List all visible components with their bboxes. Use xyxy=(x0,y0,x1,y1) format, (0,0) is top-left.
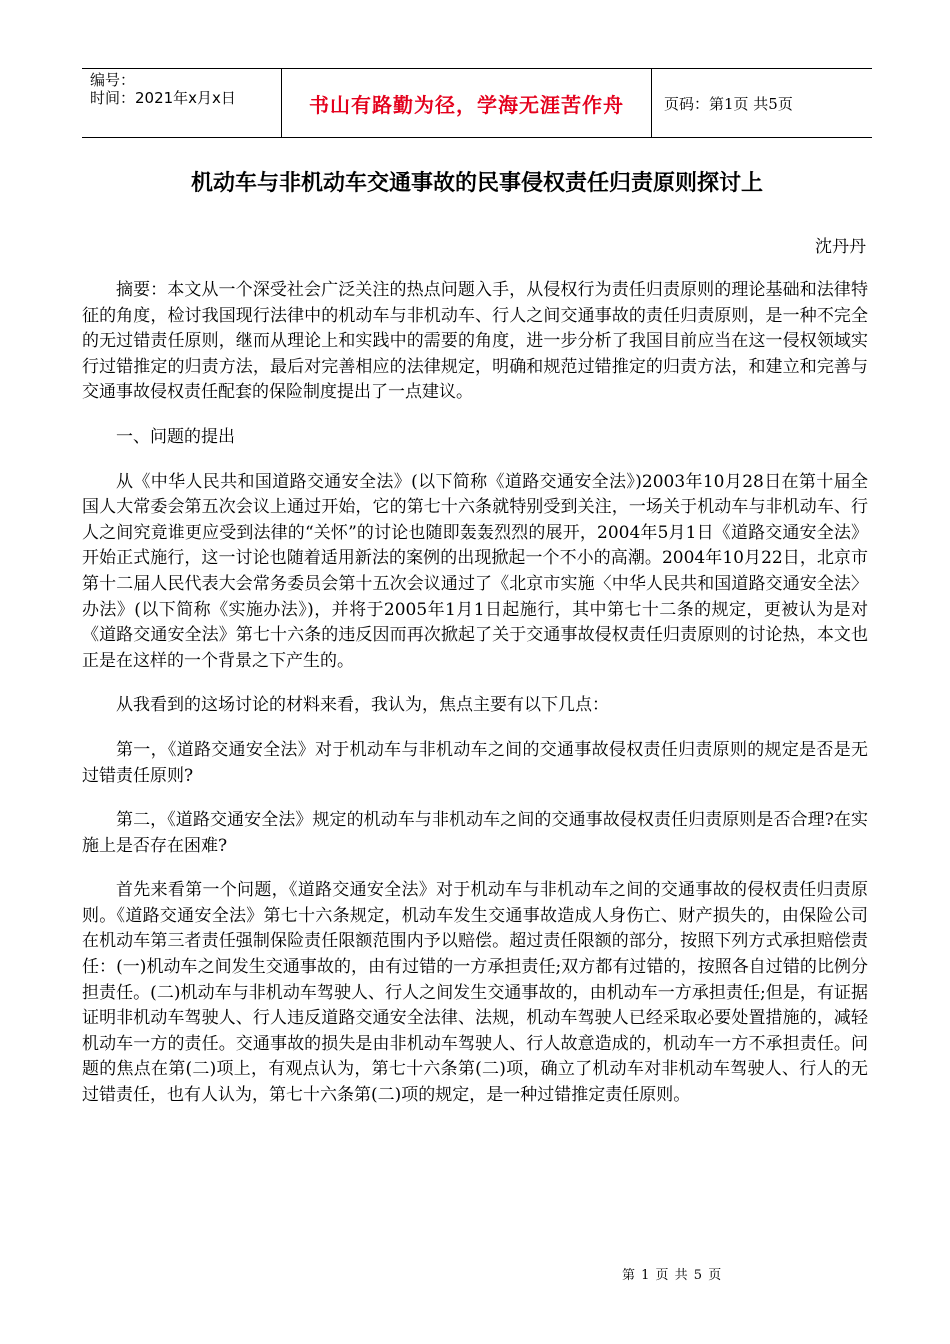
body-paragraph: 首先来看第一个问题，《道路交通安全法》对于机动车与非机动车之间的交通事故的侵权责任归责原则。《道路交通安全法》第七十六条规定，机动车发生交通事故造成人身伤亡、财产损失的，由保险公司在机动车第三者责任强制保险责任限额范围内予以赔偿。超过责任限额的部分，按照下列方式承担赔偿责任：(一)机动车之间发生交通事故的，由有过错的一方承担责任;双方都有过错的，按照各自过错的比例分担责任。(二)机动车与非机动车驾驶人、行人之间发生交通事故的，由机动车一方承担责任;但是，有证据证明非机动车驾驶人、行人违反道路交通安全法律、法规，机动车驾驶人已经采取必要处置措施的，减轻机动车一方的责任。交通事故的损失是由非机动车驾驶人、行人故意造成的，机动车一方不承担责任。问题的焦点在第(二)项上，有观点认为，第七十六条第(二)项，确立了机动车对非机动车驾驶人、行人的无过错责任，也有人认为，第七十六条第(二)项的规定，是一种过错推定责任原则。 xyxy=(82,880,868,1106)
header-motto: 书山有路勤为径，学海无涯苦作舟 xyxy=(309,92,624,117)
document-title: 机动车与非机动车交通事故的民事侵权责任归责原则探讨上 xyxy=(190,171,763,196)
body-paragraph: 第一，《道路交通安全法》对于机动车与非机动车之间的交通事故侵权责任归责原则的规定是否是无过错责任原则? xyxy=(82,739,868,786)
header-page-info: 页码：第1页 共5页 xyxy=(664,94,793,113)
body-paragraph: 第二，《道路交通安全法》规定的机动车与非机动车之间的交通事故侵权责任归责原则是否合理?在实施上是否存在困难? xyxy=(82,810,868,856)
header-meta xyxy=(82,69,282,137)
body-paragraph: 从《中华人民共和国道路交通安全法》(以下简称《道路交通安全法》)2003年10月28日在第十届全国人大常委会第五次会议上通过开始，它的第七十六条就特别受到关注，一场关于机动车与非机动车、行人之间究竟谁更应受到法律的“关怀”的讨论也随即轰轰烈烈的展开，2004年5月1日《道路交通安全法》开始正式施行，这一讨论也随着适用新法的案例的出现掀起一个不小的高潮。2004年10月22日，北京市第十二届人民代表大会常务委员会第十五次会议通过了《北京市实施〈中华人民共和国道路交通安全法〉办法》(以下简称《实施办法》)，并将于2005年1月1日起施行，其中第七十二条的规定，更被认为是对《道路交通安全法》第七十六条的违反因而再次掀起了关于交通事故侵权责任归责原则的讨论热，本文也正是在这样的一个背景之下产生的。 xyxy=(82,471,868,671)
body-paragraph: 从我看到的这场讨论的材料来看，我认为，焦点主要有以下几点： xyxy=(116,695,609,716)
document-body xyxy=(82,278,868,1128)
page-footer: 第 1 页 共 5 页 xyxy=(622,1268,723,1283)
header-motto-cell xyxy=(282,69,652,137)
section-heading: 一、问题的提出 xyxy=(116,426,235,447)
document-number-label: 编号： xyxy=(90,71,136,89)
page-header xyxy=(82,68,872,138)
document-author: 沈丹丹 xyxy=(815,237,866,257)
document-time-label: 时间：2021年x月x日 xyxy=(90,89,236,107)
abstract-paragraph: 摘要：本文从一个深受社会广泛关注的热点问题入手，从侵权行为责任归责原则的理论基础和法律特征的角度，检讨我国现行法律中的机动车与非机动车、行人之间交通事故的责任归责原则，是一种不完全的无过错责任原则，继而从理论上和实践中的需要的角度，进一步分析了我国目前应当在这一侵权领域实行过错推定的归责方法，最后对完善相应的法律规定，明确和规范过错推定的归责方法，和建立和完善与交通事故侵权责任配套的保险制度提出了一点建议。 xyxy=(82,280,868,403)
